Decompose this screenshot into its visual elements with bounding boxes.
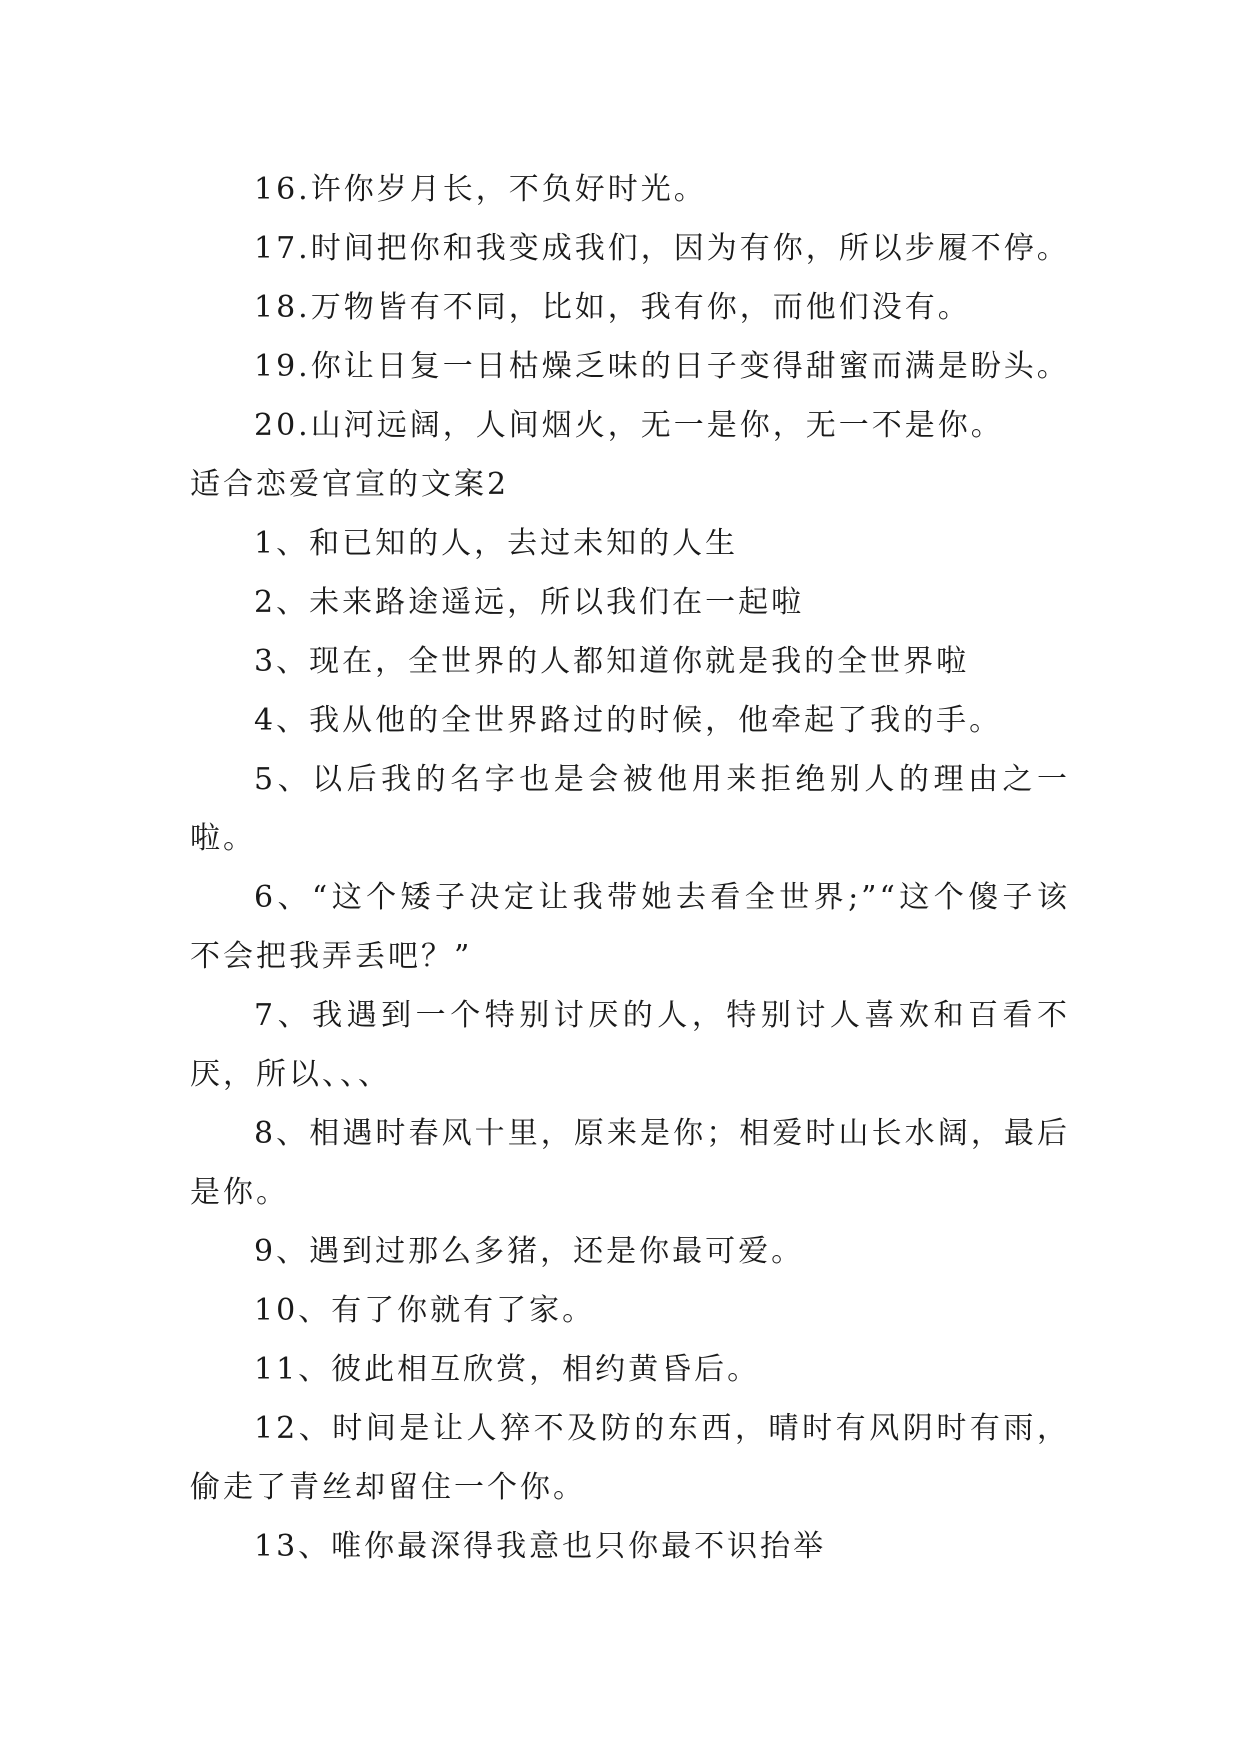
list-item-5: 5、以后我的名字也是会被他用来拒绝别人的理由之一啦。 [190, 762, 1070, 856]
paragraph-19: 19.你让日复一日枯燥乏味的日子变得甜蜜而满是盼头。 [254, 349, 1070, 384]
list-item-10: 10、有了你就有了家。 [254, 1293, 596, 1328]
paragraph-17: 17.时间把你和我变成我们，因为有你，所以步履不停。 [254, 231, 1070, 266]
list-item-2: 2、未来路途遥远，所以我们在一起啦 [254, 585, 805, 620]
list-item-12: 12、时间是让人猝不及防的东西，晴时有风阴时有雨，偷走了青丝却留住一个你。 [190, 1411, 1070, 1505]
document-body [190, 160, 1070, 1576]
section-heading: 适合恋爱官宣的文案2 [190, 467, 510, 502]
list-item-13: 13、唯你最深得我意也只你最不识抬举 [254, 1529, 827, 1564]
list-item-6: 6、“这个矮子决定让我带她去看全世界;”“这个傻子该不会把我弄丢吧？” [190, 880, 1070, 974]
paragraph-20: 20.山河远阔，人间烟火，无一是你，无一不是你。 [254, 408, 1004, 443]
list-item-7: 7、我遇到一个特别讨厌的人，特别讨人喜欢和百看不厌，所以、、、 [190, 998, 1070, 1092]
paragraph-18: 18.万物皆有不同，比如，我有你，而他们没有。 [254, 290, 971, 325]
paragraph-16: 16.许你岁月长，不负好时光。 [254, 172, 707, 207]
list-item-9: 9、遇到过那么多猪，还是你最可爱。 [254, 1234, 805, 1269]
list-item-8: 8、相遇时春风十里，原来是你；相爱时山长水阔，最后是你。 [190, 1116, 1070, 1210]
list-item-3: 3、现在，全世界的人都知道你就是我的全世界啦 [254, 644, 970, 679]
list-item-11: 11、彼此相互欣赏，相约黄昏后。 [254, 1352, 761, 1387]
list-item-4: 4、我从他的全世界路过的时候，他牵起了我的手。 [254, 703, 1003, 738]
list-item-1: 1、和已知的人，去过未知的人生 [254, 526, 739, 561]
